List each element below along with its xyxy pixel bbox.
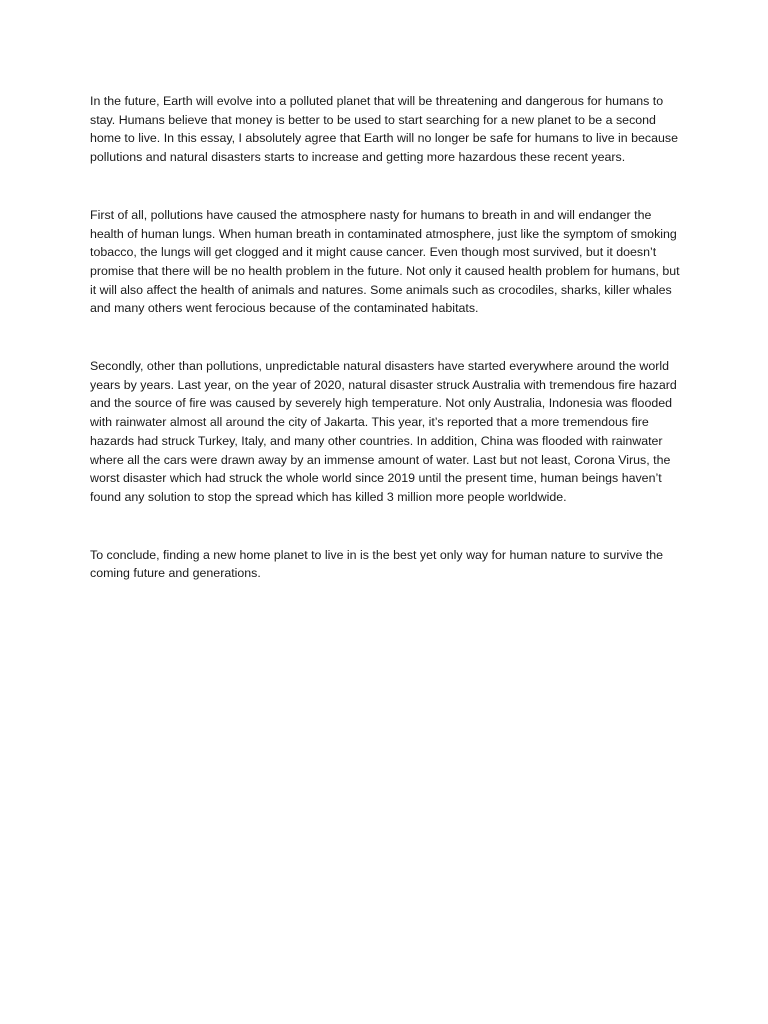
paragraph-pollution: First of all, pollutions have caused the atmosphere nasty for humans to breath in and will endanger the health of human lungs. When human breath in contaminated atmosphere, just like the symptom of smoking tobacco, the lungs will get clogged and it might cause cancer. Even though most survived, but it doesn’t promise that there will be no health problem in the future. Not only it caused health problem for humans, but it will also affect the health of animals and natures. Some animals such as crocodiles, sharks, killer whales and many others went ferocious because of the contaminated habitats.	[90, 207, 680, 316]
essay-body	[90, 92, 688, 622]
paragraph-disasters: Secondly, other than pollutions, unpredictable natural disasters have started everywhere around the world years by years. Last year, on the year of 2020, natural disaster struck Australia with tremendous fire hazard and the source of fire was caused by severely high temperature. Not only Australia, Indonesia was flooded with rainwater almost all around the city of Jakarta. This year, it’s reported that a more tremendous fire hazards had struck Turkey, Italy, and many other countries. In addition, China was flooded with rainwater where all the cars were drawn away by an immense amount of water. Last but not least, Corona Virus, the worst disaster which had struck the whole world since 2019 until the present time, human beings haven’t found any solution to stop the spread which has killed 3 million more people worldwide.	[90, 359, 677, 504]
paragraph-intro: In the future, Earth will evolve into a polluted planet that will be threatening and dangerous for humans to stay. Humans believe that money is better to be used to start searching for a new planet to be a second home to live. In this essay, I absolutely agree that Earth will no longer be safe for humans to live in because pollutions and natural disasters starts to increase and getting more hazardous these recent years.	[90, 94, 678, 165]
paragraph-conclusion: To conclude, finding a new home planet to live in is the best yet only way for human nature to survive the coming future and generations.	[90, 547, 664, 581]
